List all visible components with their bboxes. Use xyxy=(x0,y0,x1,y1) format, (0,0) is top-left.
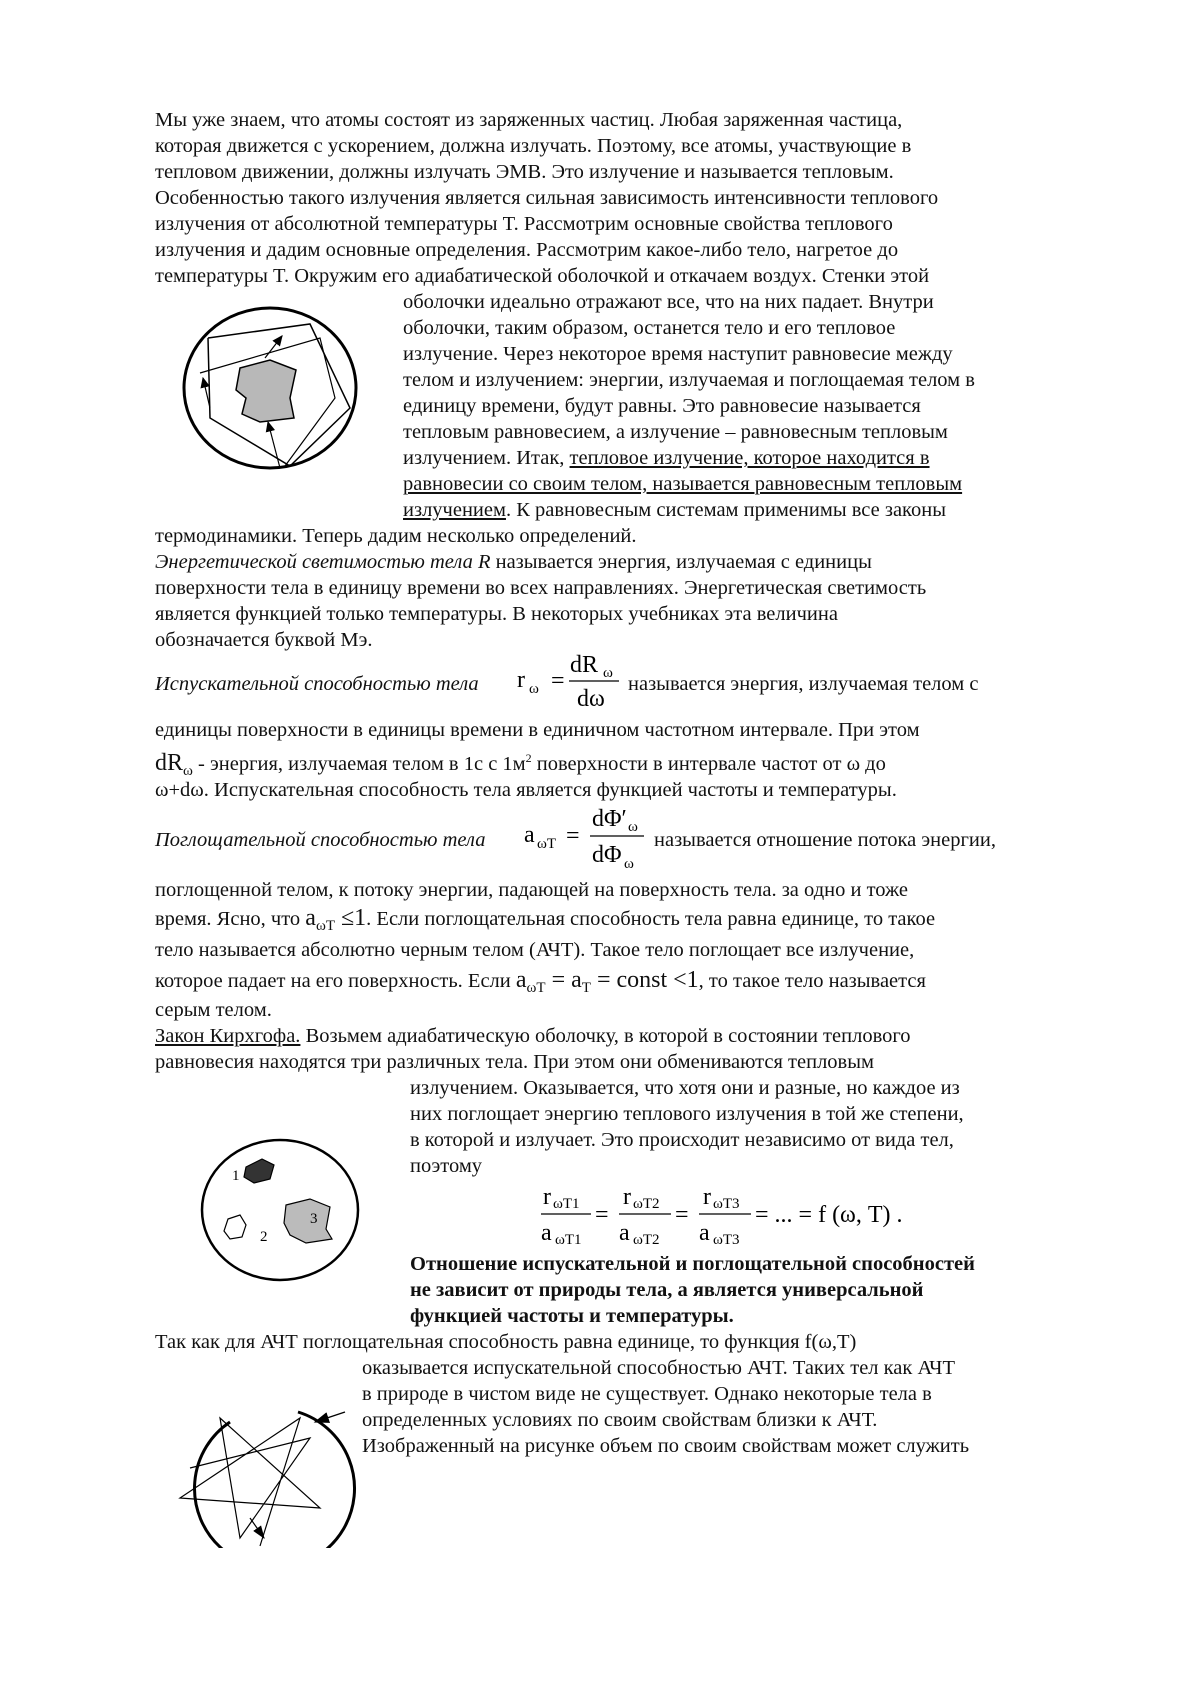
kirchhoff-formula xyxy=(535,1176,915,1248)
formula-symbol: dR xyxy=(155,749,184,776)
text-line: называется отношение потока энергии, xyxy=(654,829,996,851)
kirchhoff-conclusion: не зависит от природы тела, а является универсальной xyxy=(410,1279,924,1301)
text-span: излучением. Итак, xyxy=(403,447,570,469)
formula-subscript: ωT2 xyxy=(633,1232,660,1248)
text-line: тепловым равновесием, а излучение – равновесным тепловым xyxy=(403,421,948,443)
text-line: равновесия находятся три различных тела. При этом они обмениваются тепловым xyxy=(155,1051,874,1073)
text-span: - энергия, излучаемая телом в 1с с 1м xyxy=(198,752,526,775)
text-line: определенных условиях по своим свойствам близки к АЧТ. xyxy=(362,1409,878,1431)
text-line: поглощенной телом, к потоку энергии, падающей на поверхность тела. за одно и тоже xyxy=(155,879,908,901)
text-line xyxy=(155,1022,911,1050)
body-1-shape xyxy=(244,1159,274,1183)
formula-subscript: ω xyxy=(628,819,638,835)
formula-subscript: ωT1 xyxy=(555,1232,582,1248)
text-span: называется энергия, излучаемая с единицы xyxy=(490,551,872,573)
formula-symbol: a xyxy=(619,1220,630,1246)
text-span: которое падает на его поверхность. Если xyxy=(155,970,516,992)
formula-subscript: ωT1 xyxy=(553,1196,580,1212)
formula-inequality: = const <1 xyxy=(590,967,699,993)
equals-sign: = xyxy=(595,1202,609,1228)
definition-underlined: равновесии со своим телом, называется равновесным тепловым xyxy=(403,473,963,495)
formula-symbol: r xyxy=(623,1184,631,1210)
text-line xyxy=(155,548,872,576)
body-label-2: 2 xyxy=(260,1229,268,1245)
text-line: является функцией только температуры. В некоторых учебниках эта величина xyxy=(155,603,838,625)
text-line: излучением. Оказывается, что хотя они и разные, но каждое из xyxy=(410,1077,960,1099)
term-absorptivity: Поглощательной способностью тела xyxy=(155,829,486,851)
body-label-1: 1 xyxy=(232,1168,240,1184)
text-line: Особенностью такого излучения является сильная зависимость интенсивности теплового xyxy=(155,187,939,209)
text-span: время. Ясно, что xyxy=(155,908,306,930)
text-line: оболочки идеально отражают все, что на них падает. Внутри xyxy=(403,291,934,313)
cavity-blackbody-figure xyxy=(160,1398,360,1548)
text-line: Так как для АЧТ поглощательная способность равна единице, то функция f(ω,T) xyxy=(155,1331,857,1353)
formula-symbol: a xyxy=(515,967,527,993)
text-line: ω+dω. Испускательная способность тела является функцией частоты и температуры. xyxy=(155,779,897,801)
definition-underlined: тепловое излучение, которое находится в xyxy=(569,447,930,469)
text-line: в природе в чистом виде не существует. Однако некоторые тела в xyxy=(362,1383,932,1405)
text-line: единицы поверхности в единицы времени в единичном частотном интервале. При этом xyxy=(155,719,920,741)
text-line xyxy=(155,904,935,940)
formula-symbol: r xyxy=(703,1184,711,1210)
text-line: Мы уже знаем, что атомы состоят из заряженных частиц. Любая заряженная частица, xyxy=(155,109,903,131)
kirchhoff-conclusion: функцией частоты и температуры. xyxy=(410,1305,734,1327)
text-line: тепловом движении, должны излучать ЭМВ. Это излучение и называется тепловым. xyxy=(155,161,894,183)
text-line: серым телом. xyxy=(155,999,272,1021)
text-line: температуры T. Окружим его адиабатической оболочкой и откачаем воздух. Стенки этой xyxy=(155,265,930,287)
formula-subscript: ωT xyxy=(526,980,546,997)
term-luminosity: Энергетической светимостью тела R xyxy=(155,551,491,573)
formula-subscript: ω xyxy=(183,762,193,779)
term-emissivity: Испускательной способностью тела xyxy=(155,673,479,695)
formula-subscript: ω xyxy=(529,681,539,697)
text-line: них поглощает энергию теплового излучения в той же степени, xyxy=(410,1103,964,1125)
text-span: Возьмем адиабатическую оболочку, в которой в состоянии теплового xyxy=(300,1025,911,1047)
formula-inequality: ≤1 xyxy=(335,905,367,931)
text-line: оболочки, таким образом, останется тело и его тепловое xyxy=(403,317,896,339)
formula-symbol: = a xyxy=(545,967,582,993)
text-span: . К равновесным системам применимы все законы xyxy=(505,499,946,521)
formula-subscript: T xyxy=(581,980,591,997)
formula-symbol: a xyxy=(541,1220,552,1246)
formula-subscript: ωT xyxy=(315,918,335,935)
body-label-3: 3 xyxy=(310,1211,318,1227)
formula-subscript: ωT xyxy=(537,836,557,852)
formula-symbol: r xyxy=(517,667,525,693)
text-line: телом и излучением: энергии, излучаемая и поглощаемая телом в xyxy=(403,369,975,391)
text-line: Изображенный на рисунке объем по своим свойствам может служить xyxy=(362,1435,970,1457)
superscript: 2 xyxy=(525,751,532,765)
emissivity-formula xyxy=(515,650,625,712)
text-span: , то такое тело называется xyxy=(698,970,926,992)
equals-sign: = xyxy=(551,668,565,694)
kirchhoff-title: Закон Кирхгофа. xyxy=(155,1025,301,1047)
formula-subscript: ωT3 xyxy=(713,1196,740,1212)
formula-denominator: dω xyxy=(577,686,605,712)
three-bodies-figure xyxy=(190,1135,370,1285)
kirchhoff-conclusion: Отношение испускательной и поглощательной способностей xyxy=(410,1253,975,1275)
text-line: излучения и дадим основные определения. Рассмотрим какое-либо тело, нагретое до xyxy=(155,239,899,261)
text-line: поверхности тела в единицу времени во всех направлениях. Энергетическая светимость xyxy=(155,577,927,599)
formula-subscript: ω xyxy=(624,856,634,872)
formula-numerator: dR xyxy=(570,652,599,678)
text-line: единицу времени, будут равны. Это равновесие называется xyxy=(403,395,921,417)
body-2-shape xyxy=(224,1215,246,1239)
formula-subscript: ωT3 xyxy=(713,1232,740,1248)
formula-symbol: a xyxy=(699,1220,710,1246)
text-line: обозначается буквой Mэ. xyxy=(155,629,373,651)
absorptivity-formula xyxy=(520,798,650,872)
formula-numerator: dΦ′ xyxy=(592,806,627,832)
text-line: называется энергия, излучаемая телом с xyxy=(628,673,979,695)
adiabatic-shell-figure xyxy=(170,298,370,478)
text-line: поэтому xyxy=(410,1155,483,1177)
formula-denominator: dΦ xyxy=(592,842,622,868)
text-line: в которой и излучает. Это происходит независимо от вида тел, xyxy=(410,1129,954,1151)
formula-symbol: a xyxy=(524,822,535,848)
text-line: излучение. Через некоторое время наступит равновесие между xyxy=(403,343,953,365)
text-line xyxy=(403,496,946,524)
formula-subscript: ωT2 xyxy=(633,1196,660,1212)
formula-tail: = ... = f (ω, T) . xyxy=(755,1202,903,1228)
text-span: поверхности в интервале частот от ω до xyxy=(531,752,886,775)
formula-symbol: a xyxy=(305,905,316,931)
body-3-shape xyxy=(284,1199,332,1243)
text-span: . Если поглощательная способность тела равна единице, то такое xyxy=(366,908,936,930)
text-line: оказывается испускательной способностью АЧТ. Таких тел как АЧТ xyxy=(362,1357,956,1379)
text-line: тело называется абсолютно черным телом (АЧТ). Такое тело поглощает все излучение, xyxy=(155,939,915,961)
text-line xyxy=(403,444,930,472)
text-line: излучения от абсолютной температуры T. Рассмотрим основные свойства теплового xyxy=(155,213,893,235)
formula-symbol: r xyxy=(543,1184,551,1210)
definition-underlined: излучением xyxy=(403,499,506,521)
formula-subscript: ω xyxy=(603,665,613,681)
equals-sign: = xyxy=(566,823,580,849)
equals-sign: = xyxy=(675,1202,689,1228)
text-line: термодинамики. Теперь дадим несколько определений. xyxy=(155,525,637,547)
text-line: которая движется с ускорением, должна излучать. Поэтому, все атомы, участвующие в xyxy=(155,135,912,157)
